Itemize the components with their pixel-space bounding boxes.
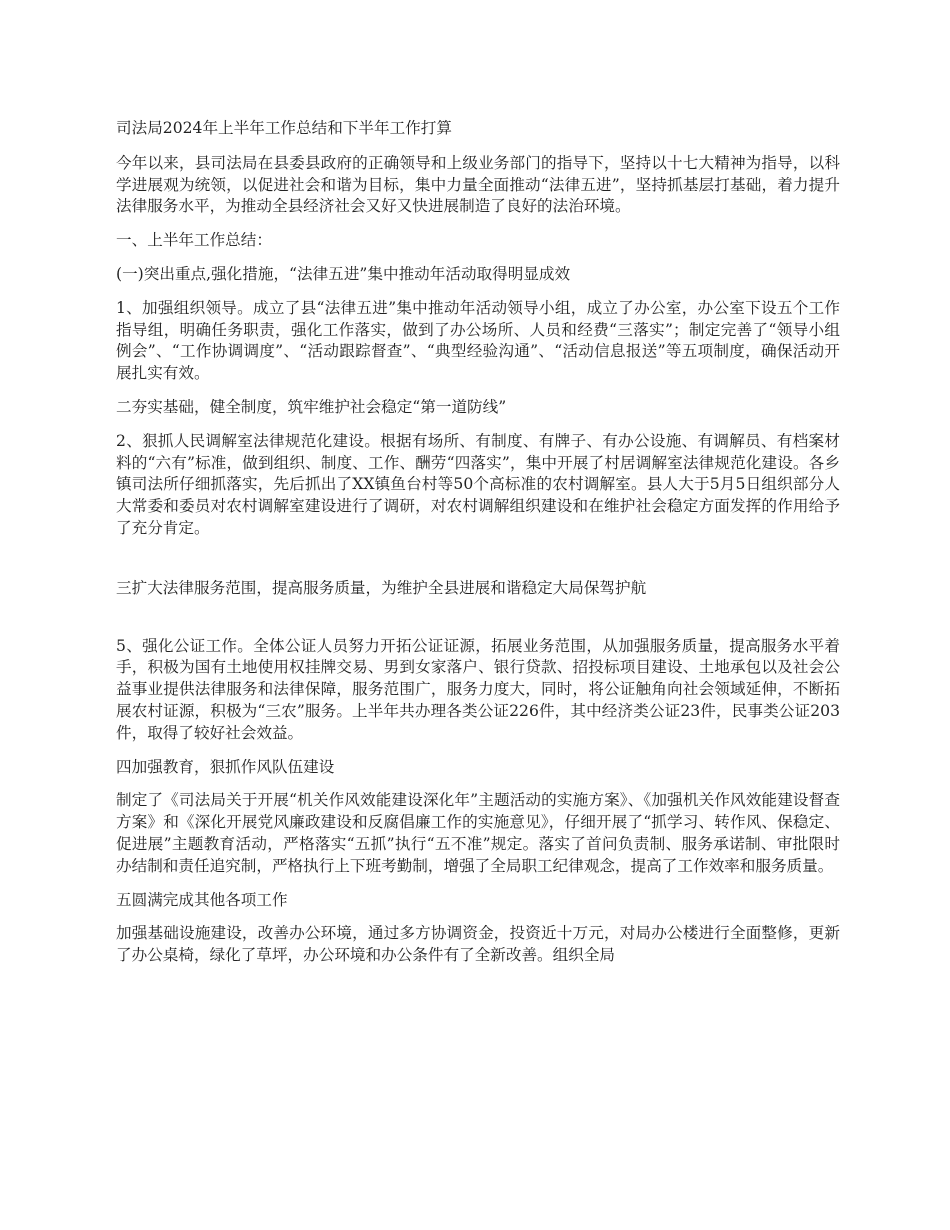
body-paragraph-notary: 5、强化公证工作。全体公证人员努力开拓公证证源，拓展业务范围，从加强服务质量，提高服务水平着手，积极为国有土地使用权挂牌交易、男到女家落户、银行贷款、招投标项目建设、土地承包以及社会公益事业提供法律服务和法律保障，服务范围广，服务力度大，同时，将公证触角向社会领域延伸，不断拓展农村证源，积极为“三农”服务。上半年共办理各类公证226件，其中经济类公证23件，民事类公证203件，取得了较好社会效益。 <box>116 636 840 742</box>
body-paragraph-infrastructure: 加强基础设施建设，改善办公环境，通过多方协调资金，投资近十万元，对局办公楼进行全面整修，更新了办公桌椅，绿化了草坪，办公环境和办公条件有了全新改善。组织全局 <box>116 924 840 965</box>
document-title: 司法局2024年上半年工作总结和下半年工作打算 <box>116 119 452 137</box>
body-paragraph-education: 制定了《司法局关于开展“机关作风效能建设深化年”主题活动的实施方案》、《加强机关作风效能建设督查方案》和《深化开展党风廉政建设和反腐倡廉工作的实施意见》，仔细开展了“抓学习、转作风、保稳定、促进展”主题教育活动，严格落实“五抓”执行“五不准”规定。落实了首问负责制、服务承诺制、审批限时办结制和责任追究制，严格执行上下班考勤制，增强了全局职工纪律观念，提高了工作效率和服务质量。 <box>116 791 840 875</box>
subsection-heading-2: 二夯实基础，健全制度，筑牢维护社会稳定“第一道防线” <box>116 397 507 416</box>
body-paragraph-organization: 1、加强组织领导。成立了县“法律五进”集中推动年活动领导小组，成立了办公室，办公室下设五个工作指导组，明确任务职责，强化工作落实，做到了办公场所、人员和经费“三落实”；制定完善了“领导小组例会”、“工作协调调度”、“活动跟踪督查”、“典型经验沟通”、“活动信息报送”等五项制度，确保活动开展扎实有效。 <box>116 298 840 383</box>
intro-paragraph: 今年以来，县司法局在县委县政府的正确领导和上级业务部门的指导下，坚持以十七大精神为指导，以科学进展观为统领，以促进社会和谐为目标，集中力量全面推动“法律五进”，坚持抓基层打基础，着力提升法律服务水平，为推动全县经济社会又好又快进展制造了良好的法治环境。 <box>116 153 840 216</box>
document-page <box>116 118 840 979</box>
subsection-heading-5: 五圆满完成其他各项工作 <box>116 890 288 909</box>
subsection-heading-4: 四加强教育，狠抓作风队伍建设 <box>116 757 335 776</box>
body-paragraph-mediation: 2、狠抓人民调解室法律规范化建设。根据有场所、有制度、有牌子、有办公设施、有调解员、有档案材料的“六有”标准，做到组织、制度、工作、酬劳“四落实”，集中开展了村居调解室法律规范化建设。各乡镇司法所仔细抓落实，先后抓出了XX镇鱼台村等50个高标准的农村调解室。县人大于5月5日组织部分人大常委和委员对农村调解室建设进行了调研，对农村调解组织建设和在维护社会稳定方面发挥的作用给予了充分肯定。 <box>116 431 840 537</box>
section-heading-first-half-summary: 一、上半年工作总结： <box>116 231 272 250</box>
blank-gap <box>116 552 840 578</box>
subsection-heading-3: 三扩大法律服务范围，提高服务质量，为维护全县进展和谐稳定大局保驾护航 <box>116 578 647 597</box>
subsection-heading-1: (一)突出重点,强化措施，“法律五进”集中推动年活动取得明显成效 <box>116 264 571 283</box>
blank-gap <box>116 612 840 636</box>
